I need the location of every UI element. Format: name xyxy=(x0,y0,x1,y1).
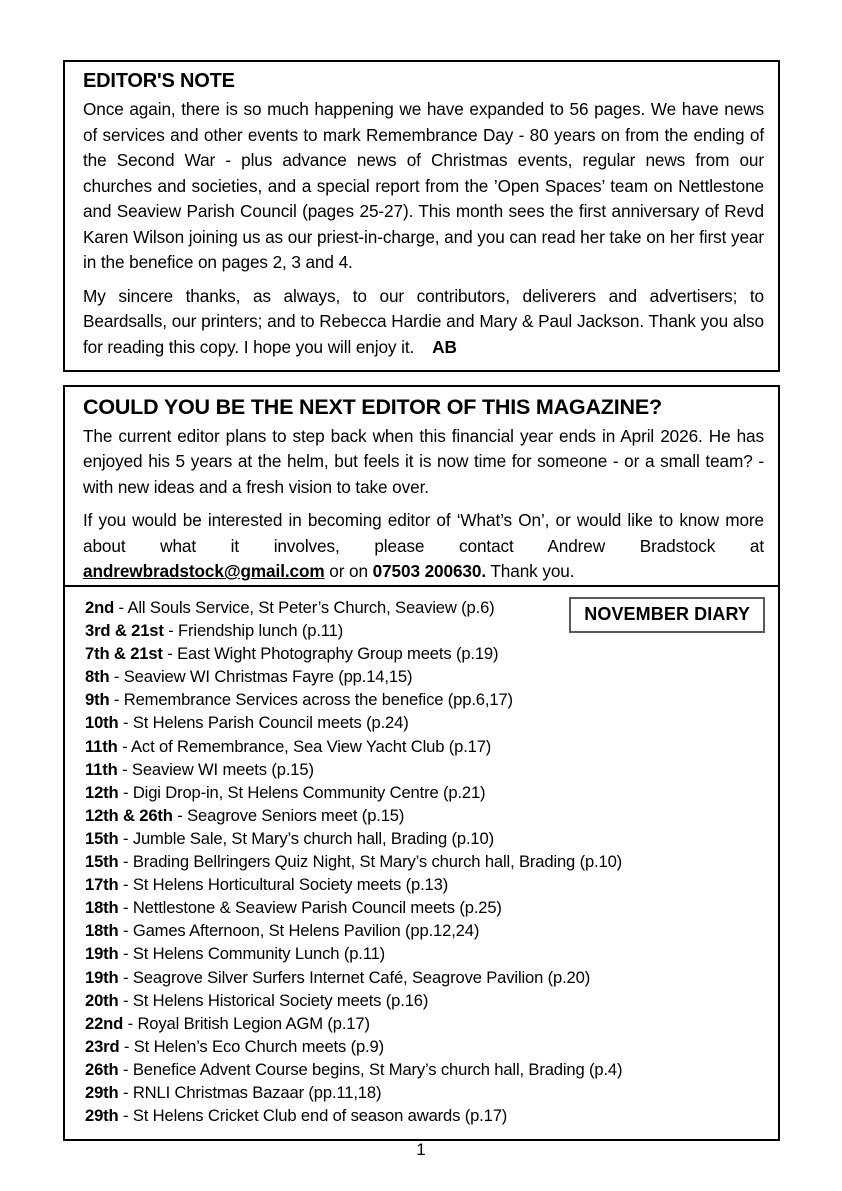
next-editor-intro-text: If you would be interested in becoming editor of ‘What’s On’, or would like to know more about what it involves, please contact Andrew Bradstock at xyxy=(83,510,764,556)
diary-entry-description: Royal British Legion AGM (p.17) xyxy=(137,1013,370,1033)
diary-entry-day: 12th xyxy=(85,782,119,802)
diary-entry xyxy=(85,850,764,873)
diary-entry-separator: - xyxy=(117,759,132,779)
diary-entry-description: Seagrove Seniors meet (p.15) xyxy=(187,805,405,825)
diary-entry xyxy=(85,1035,764,1058)
diary-panel xyxy=(63,585,780,1141)
diary-entry-description: RNLI Christmas Bazaar (pp.11,18) xyxy=(132,1082,382,1102)
diary-entry-description: St Helens Parish Council meets (p.24) xyxy=(132,713,409,733)
diary-entry-description: Seaview WI Christmas Fayre (pp.14,15) xyxy=(123,667,413,687)
diary-entry xyxy=(85,1058,764,1081)
diary-entry-separator: - xyxy=(118,1082,133,1102)
editor-email-link[interactable]: andrewbradstock@gmail.com xyxy=(83,561,325,582)
diary-entry xyxy=(85,711,764,734)
diary-entry xyxy=(85,966,764,989)
diary-entry xyxy=(85,688,764,711)
diary-entry-description: Remembrance Services across the benefice (pp.6,17) xyxy=(123,690,513,710)
diary-entry-separator: - xyxy=(119,1036,134,1056)
diary-entry-separator: - xyxy=(118,898,133,918)
next-editor-title: COULD YOU BE THE NEXT EDITOR OF THIS MAGAZINE? xyxy=(83,395,662,419)
diary-content xyxy=(65,587,778,1139)
diary-badge: NOVEMBER DIARY xyxy=(569,597,765,633)
diary-entry-day: 29th xyxy=(85,1106,119,1126)
diary-entry-separator: - xyxy=(118,875,133,895)
diary-entry-separator: - xyxy=(118,782,133,802)
editors-note-signature: AB xyxy=(432,336,457,357)
editors-note-paragraph-2-text: My sincere thanks, as always, to our contributors, deliverers and advertisers; to Beardsalls, our printers; and to Rebecca Hardie and Mary & Paul Jackson. Thank you also for reading this copy. I hope you will enjoy it. xyxy=(83,285,764,357)
editor-phone-number: 07503 200630. xyxy=(372,561,487,582)
diary-entry xyxy=(85,989,764,1012)
diary-list xyxy=(85,596,764,1127)
diary-entry-description: Seagrove Silver Surfers Internet Café, Seagrove Pavilion (p.20) xyxy=(132,967,591,987)
next-editor-conjunction-text: or on xyxy=(324,561,373,582)
diary-entry-description: St Helens Horticultural Society meets (p.13) xyxy=(132,875,449,895)
diary-entry xyxy=(85,758,764,781)
diary-entry-description: Benefice Advent Course begins, St Mary’s church hall, Brading (p.4) xyxy=(132,1059,623,1079)
next-editor-paragraph-1: The current editor plans to step back when this financial year ends in April 2026. He has enjoyed his 5 years at the helm, but feels it is now time for someone - or a small team? - with new ideas and a fresh vision to take over. xyxy=(83,425,764,497)
diary-entry-description: All Souls Service, St Peter’s Church, Seaview (p.6) xyxy=(127,598,495,617)
diary-entry-description: East Wight Photography Group meets (p.19) xyxy=(177,644,499,664)
diary-entry-day: 20th xyxy=(85,990,119,1010)
diary-entry-day: 17th xyxy=(85,875,119,895)
next-editor-panel xyxy=(63,385,780,597)
diary-entry-separator: - xyxy=(118,921,133,941)
diary-entry-separator: - xyxy=(117,736,131,756)
next-editor-content xyxy=(65,387,778,595)
editors-note-title: EDITOR'S NOTE xyxy=(83,70,235,92)
diary-entry-day: 12th & 26th xyxy=(85,805,173,825)
diary-entry-day: 22nd xyxy=(85,1013,124,1033)
diary-entry-day: 2nd xyxy=(85,598,115,617)
diary-entry-separator: - xyxy=(118,713,133,733)
diary-entry-day: 19th xyxy=(85,967,119,987)
next-editor-paragraph-2 xyxy=(83,508,764,585)
diary-entry-description: St Helen’s Eco Church meets (p.9) xyxy=(133,1036,384,1056)
diary-entry xyxy=(85,804,764,827)
diary-entry-day: 8th xyxy=(85,667,110,687)
diary-entry-day: 11th xyxy=(85,736,118,756)
diary-entry-day: 9th xyxy=(85,690,110,710)
editors-note-panel xyxy=(63,60,780,372)
diary-entry xyxy=(85,919,764,942)
diary-entry xyxy=(85,942,764,965)
diary-entry xyxy=(85,735,764,758)
diary-entry-description: Seaview WI meets (p.15) xyxy=(131,759,314,779)
diary-entry-separator: - xyxy=(118,828,133,848)
diary-entry-separator: - xyxy=(118,1059,133,1079)
diary-entry-description: Friendship lunch (p.11) xyxy=(178,621,344,641)
diary-entry xyxy=(85,1104,764,1127)
editors-note-content xyxy=(65,62,778,370)
diary-entry-separator: - xyxy=(162,644,178,664)
diary-entry-description: Digi Drop-in, St Helens Community Centre (p.21) xyxy=(132,782,486,802)
diary-entry xyxy=(85,1012,764,1035)
diary-entry-description: St Helens Community Lunch (p.11) xyxy=(132,944,386,964)
diary-entry-day: 15th xyxy=(85,852,119,872)
diary-entry-separator: - xyxy=(114,598,128,617)
diary-entry xyxy=(85,1081,764,1104)
diary-entry-day: 19th xyxy=(85,944,119,964)
diary-entry-separator: - xyxy=(163,621,179,641)
diary-entry-separator: - xyxy=(118,990,133,1010)
diary-entry xyxy=(85,665,764,688)
diary-entry-day: 10th xyxy=(85,713,119,733)
diary-entry-description: Jumble Sale, St Mary’s church hall, Brading (p.10) xyxy=(132,828,494,848)
diary-entry-day: 15th xyxy=(85,828,119,848)
diary-entry-day: 26th xyxy=(85,1059,119,1079)
diary-entry-separator: - xyxy=(118,852,133,872)
diary-entry xyxy=(85,642,764,665)
diary-entry xyxy=(85,781,764,804)
diary-entry-day: 18th xyxy=(85,898,119,918)
editors-note-paragraph-2 xyxy=(83,284,764,361)
page-number: 1 xyxy=(416,1140,426,1159)
diary-entry-description: Games Afternoon, St Helens Pavilion (pp.12,24) xyxy=(132,921,480,941)
next-editor-closing-text: Thank you. xyxy=(486,561,575,582)
diary-entry-separator: - xyxy=(123,1013,138,1033)
diary-entry-separator: - xyxy=(172,805,188,825)
editors-note-paragraph-1: Once again, there is so much happening we have expanded to 56 pages. We have news of services and other events to mark Remembrance Day - 80 years on from the ending of the Second War - plus advance news of Christmas events, regular news from our churches and societies, and a special report from the ’Open Spaces’ team on Nettlestone and Seaview Parish Council (pages 25-27). This month sees the first anniversary of Revd Karen Wilson joining us as our priest-in-charge, and you can read her take on her first year in the benefice on pages 2, 3 and 4. xyxy=(83,99,764,272)
diary-entry-description: St Helens Historical Society meets (p.16) xyxy=(132,990,429,1010)
diary-entry-description: Brading Bellringers Quiz Night, St Mary’s church hall, Brading (p.10) xyxy=(132,852,623,872)
diary-entry-separator: - xyxy=(109,667,124,687)
diary-entry-day: 29th xyxy=(85,1082,119,1102)
diary-entry-day: 7th & 21st xyxy=(85,644,163,664)
diary-entry xyxy=(85,827,764,850)
diary-entry-separator: - xyxy=(118,967,133,987)
diary-entry-description: Act of Remembrance, Sea View Yacht Club (p.17) xyxy=(131,736,492,756)
diary-entry-separator: - xyxy=(118,1106,133,1126)
diary-entry-day: 3rd & 21st xyxy=(85,621,164,641)
diary-entry xyxy=(85,896,764,919)
diary-entry-separator: - xyxy=(118,944,133,964)
diary-entry-separator: - xyxy=(109,690,124,710)
diary-entry-description: Nettlestone & Seaview Parish Council meets (p.25) xyxy=(132,898,502,918)
diary-entry-day: 18th xyxy=(85,921,119,941)
diary-entry-description: St Helens Cricket Club end of season awards (p.17) xyxy=(132,1106,508,1126)
diary-entry-day: 23rd xyxy=(85,1036,120,1056)
diary-entry-day: 11th xyxy=(85,759,118,779)
diary-entry xyxy=(85,873,764,896)
